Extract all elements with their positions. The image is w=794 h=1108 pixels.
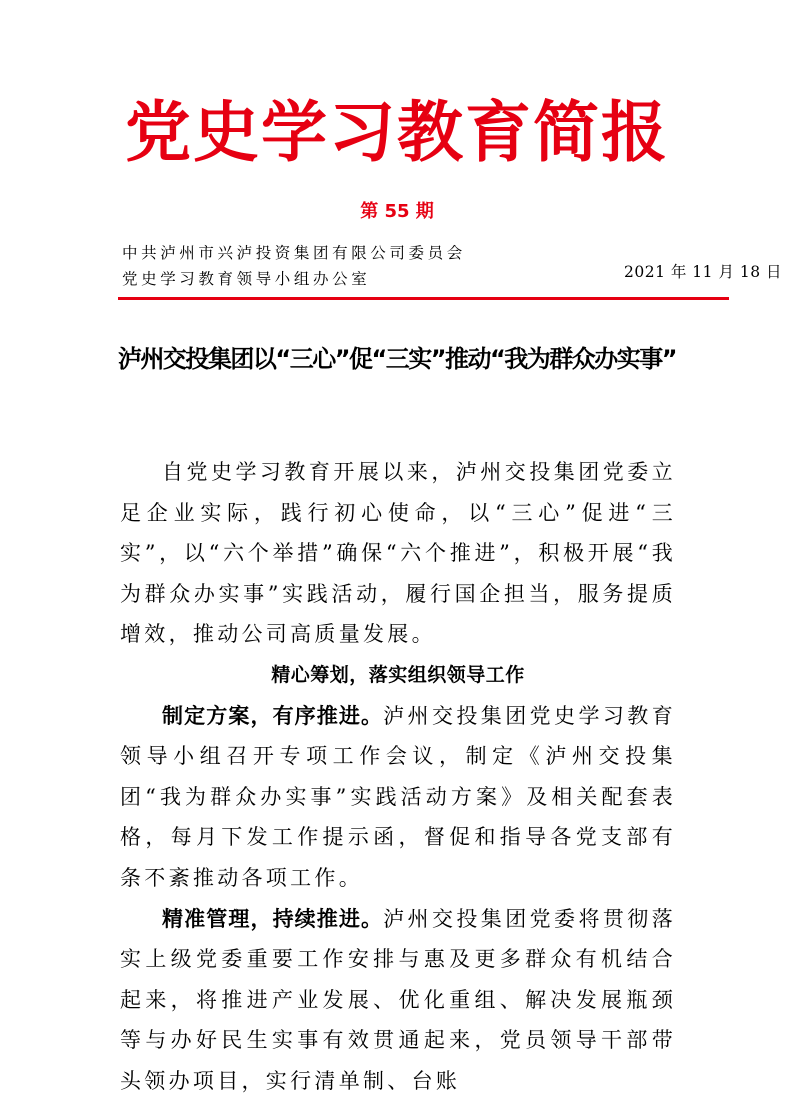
section-heading: 精心筹划，落实组织领导工作: [271, 663, 525, 686]
paragraph-2: [120, 899, 676, 1102]
paragraph-1-text: 泸州交投集团党史学习教育领导小组召开专项工作会议，制定《泸州交投集团“我为群众办实事”实践活动方案》及相关配套表格，每月下发工作提示函，督促和指导各党支部有条不紊推动各项工作。: [120, 703, 676, 890]
paragraph-1: [120, 696, 676, 899]
red-divider: [118, 297, 729, 300]
paragraph-2-text: 泸州交投集团党委将贯彻落实上级党委重要工作安排与惠及更多群众有机结合起来，将推进产业发展、优化重组、解决发展瓶颈等与办好民生实事有效贯通起来，党员领导干部带头领办项目，实行清单制、台账: [120, 906, 676, 1093]
issue-number: 第 55 期: [360, 201, 434, 222]
publish-date: 2021 年 11 月 18 日: [624, 263, 783, 281]
intro-paragraph: 自党史学习教育开展以来，泸州交投集团党委立足企业实际，践行初心使命，以“三心”促进“三实”，以“六个举措”确保“六个推进”，积极开展“我为群众办实事”实践活动，履行国企担当，服务提质增效，推动公司高质量发展。: [120, 460, 676, 647]
article-title: 泸州交投集团以“三心”促“三实”推动“我为群众办实事”: [117, 345, 677, 373]
article-body: [120, 452, 676, 1102]
masthead-title: 党史学习教育简报: [125, 94, 669, 171]
paragraph-1-lead: 制定方案，有序推进。: [162, 703, 384, 728]
paragraph-2-lead: 精准管理，持续推进。: [162, 906, 384, 931]
issuing-org-line2: 党史学习教育领导小组办公室: [122, 270, 371, 288]
issuing-org-line1: 中共泸州市兴泸投资集团有限公司委员会: [122, 244, 466, 262]
